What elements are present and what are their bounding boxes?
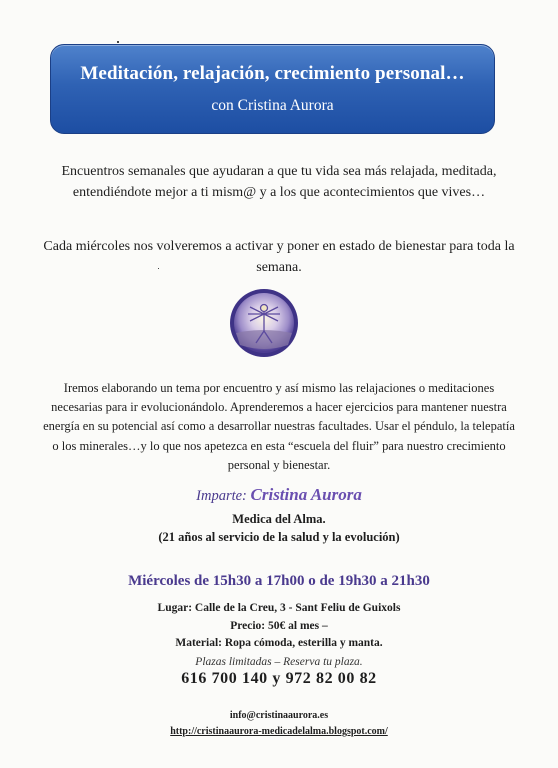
vitruvian-mandala-icon bbox=[228, 287, 300, 359]
scan-speck bbox=[158, 268, 159, 269]
banner-title: Meditación, relajación, crecimiento personal… bbox=[80, 63, 465, 84]
intro-paragraph-2: Cada miércoles nos volveremos a activar y poner en estado de bienestar para toda la semana. bbox=[43, 239, 515, 275]
teacher-line bbox=[0, 485, 558, 505]
teacher-name: Cristina Aurora bbox=[250, 485, 362, 504]
scan-speck bbox=[117, 41, 119, 43]
location: Lugar: Calle de la Creu, 3 - Sant Feliu de Guixols bbox=[157, 602, 401, 614]
price: Precio: 50€ al mes – bbox=[230, 620, 328, 632]
intro-paragraph-1: Encuentros semanales que ayudaran a que tu vida sea más relajada, meditada, entendiéndote mejor a ti mism@ y a los que acontecimientos que vives… bbox=[61, 164, 497, 200]
phone-numbers: 616 700 140 y 972 82 00 82 bbox=[181, 670, 377, 687]
title-banner bbox=[50, 44, 495, 134]
teacher-label: Imparte: bbox=[196, 488, 247, 504]
email-address: info@cristinaaurora.es bbox=[229, 710, 329, 721]
materials: Material: Ropa cómoda, esterilla y manta. bbox=[175, 637, 383, 649]
blog-link[interactable]: http://cristinaaurora-medicadelalma.blogspot.com/ bbox=[170, 726, 388, 737]
description-paragraph: Iremos elaborando un tema por encuentro y así mismo las relajaciones o meditaciones necesarias para ir evolucionándolo. Aprenderemos a hacer ejercicios para mantener nuestra energía en su potencial así como a desarrollar nuestras facultades. Usar el péndulo, la telepatía o los minerales…y lo que nos apetezca en esta “escuela del fluir” para nuestro crecimiento personal y bienestar. bbox=[43, 381, 515, 472]
teacher-role: Medica del Alma. bbox=[232, 512, 326, 526]
places-note: Plazas limitadas – Reserva tu plaza. bbox=[195, 656, 363, 668]
schedule: Miércoles de 15h30 a 17h00 o de 19h30 a 21h30 bbox=[128, 573, 430, 589]
teacher-experience: (21 años al servicio de la salud y la evolución) bbox=[158, 530, 400, 544]
banner-subtitle: con Cristina Aurora bbox=[211, 97, 334, 114]
